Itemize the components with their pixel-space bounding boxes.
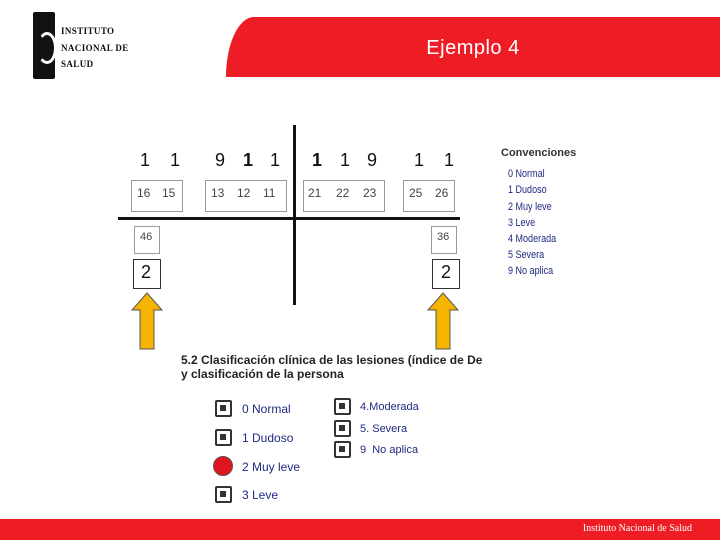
score-q1-a: 1: [140, 150, 151, 170]
tooth-number: 11: [263, 186, 276, 200]
logo-text-line1: INSTITUTO: [61, 26, 115, 36]
option-checkbox-1[interactable]: [215, 429, 232, 446]
convention-item: 4 Moderada: [508, 233, 557, 245]
option-checkbox-3[interactable]: [215, 486, 232, 503]
tooth-number: 13: [211, 186, 225, 200]
classification-title-line1: 5.2 Clasificación clínica de las lesiones (índice de De: [181, 353, 483, 367]
option-label: 3 Leve: [242, 488, 279, 502]
convention-item: 9 No aplica: [508, 265, 554, 277]
slide-title: Ejemplo 4: [426, 37, 520, 59]
lower-score-right: 2: [441, 262, 452, 282]
classification-title-line2: y clasificación de la persona: [181, 367, 344, 381]
score-q2-c: 1: [270, 150, 281, 170]
title-banner: [226, 17, 720, 77]
score-q1-b: 1: [170, 150, 181, 170]
arrow-up-icon: [427, 292, 459, 350]
tooth-number: 36: [437, 231, 450, 243]
footer-text: Instituto Nacional de Salud: [582, 523, 692, 534]
score-q2-a: 9: [215, 150, 226, 170]
score-q2-b: 1: [243, 150, 254, 170]
option-checkbox-4[interactable]: [334, 398, 351, 415]
option-label: 5. Severa: [360, 423, 408, 435]
tooth-number: 16: [137, 186, 151, 200]
score-q3-a: 1: [312, 150, 323, 170]
chart-horizontal-axis: [118, 217, 460, 220]
conventions-title: Convenciones: [501, 147, 577, 159]
convention-item: 5 Severa: [508, 249, 545, 261]
tooth-number: 26: [435, 186, 449, 200]
option-label: 1 Dudoso: [242, 431, 294, 445]
logo-text-line3: SALUD: [61, 59, 94, 69]
convention-item: 1 Dudoso: [508, 184, 547, 196]
option-label: 4.Moderada: [360, 401, 419, 413]
tooth-number: 46: [140, 231, 153, 243]
logo-text-line2: NACIONAL DE: [61, 43, 129, 53]
convention-item: 0 Normal: [508, 168, 545, 180]
option-label: 9 No aplica: [360, 444, 419, 456]
tooth-number: 22: [336, 186, 350, 200]
convention-item: 3 Leve: [508, 217, 536, 229]
option-selected-marker-2[interactable]: [213, 456, 233, 476]
tooth-number: 21: [308, 186, 322, 200]
option-checkbox-0[interactable]: [215, 400, 232, 417]
option-checkbox-9[interactable]: [334, 441, 351, 458]
chart-vertical-axis: [293, 125, 296, 305]
convention-item: 2 Muy leve: [508, 201, 552, 213]
logo-mark-icon: [33, 12, 55, 79]
score-q4-a: 1: [414, 150, 425, 170]
score-q4-b: 1: [444, 150, 455, 170]
score-q3-c: 9: [367, 150, 378, 170]
tooth-number: 12: [237, 186, 251, 200]
tooth-number: 23: [363, 186, 377, 200]
tooth-number: 25: [409, 186, 423, 200]
tooth-number: 15: [162, 186, 176, 200]
footer-bar: [0, 519, 720, 540]
score-q3-b: 1: [340, 150, 351, 170]
option-label: 0 Normal: [242, 402, 291, 416]
lower-score-left: 2: [141, 262, 152, 282]
option-label-selected: 2 Muy leve: [242, 460, 301, 474]
arrow-up-icon: [131, 292, 163, 350]
option-checkbox-5[interactable]: [334, 420, 351, 437]
institution-logo: [33, 12, 133, 82]
